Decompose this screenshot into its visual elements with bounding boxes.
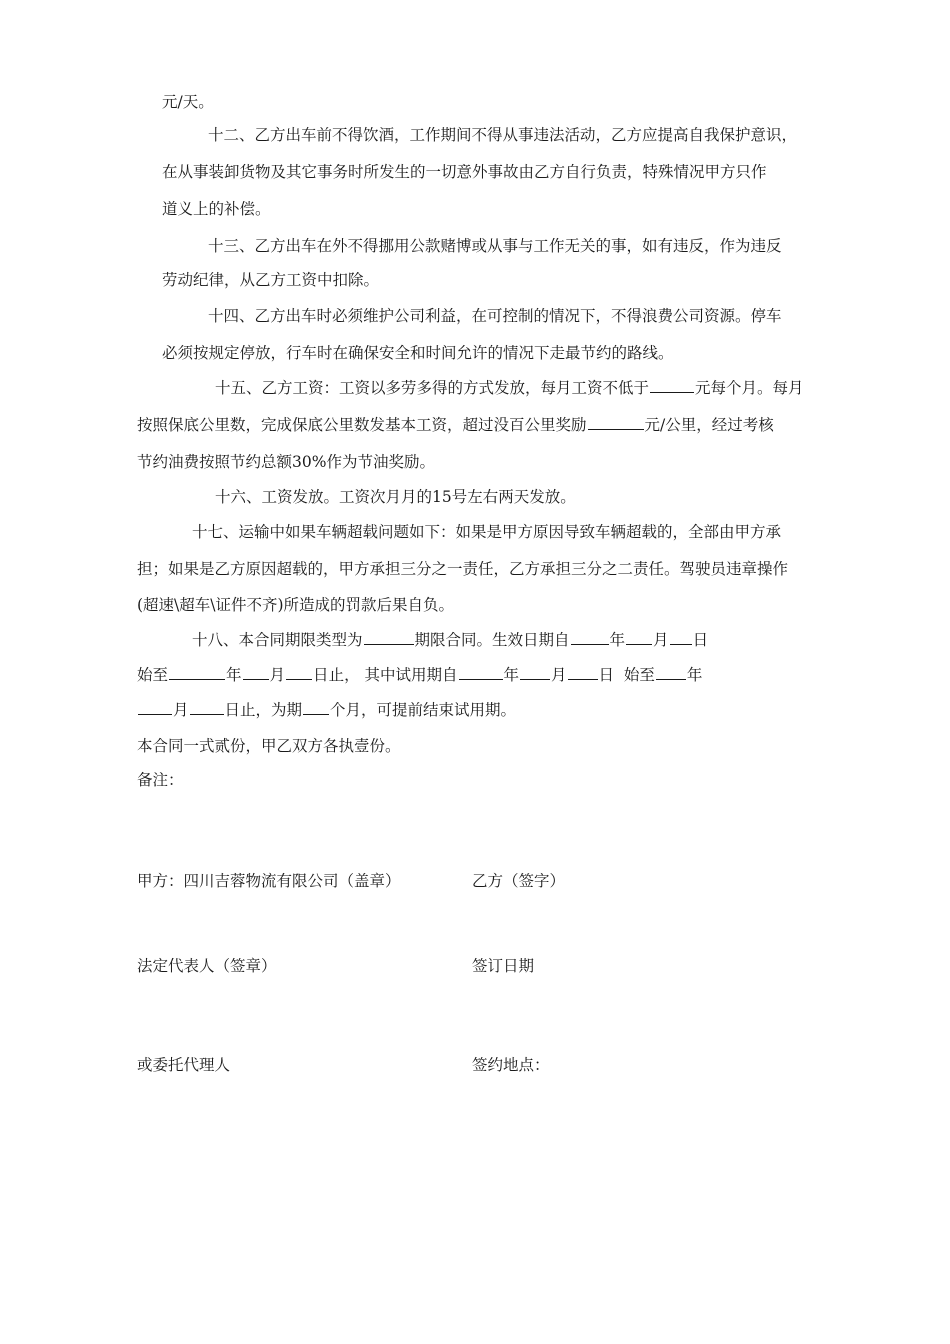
day-label: 日 (598, 666, 615, 684)
clause-18-line-2-text-b: 止， 其中试用期自 (328, 666, 458, 684)
day-label: 日 (313, 666, 329, 684)
trial-end-day-blank[interactable] (190, 700, 224, 715)
clause-15-line-3: 节约油费按照节约总额30%作为节油奖励。 (137, 453, 435, 471)
clause-15-line-1 (215, 378, 804, 398)
end-day-blank[interactable] (286, 665, 312, 680)
clause-17-line-1: 十七、运输中如果车辆超载问题如下：如果是甲方原因导致车辆超载的，全部由甲方承 (192, 523, 782, 541)
effective-month-blank[interactable] (626, 630, 652, 645)
end-month-blank[interactable] (243, 665, 269, 680)
effective-day-blank[interactable] (670, 630, 692, 645)
trial-start-year-blank[interactable] (459, 665, 503, 680)
contract-type-blank[interactable] (364, 630, 414, 645)
trial-months-blank[interactable] (303, 700, 329, 715)
clause-12-line-1: 十二、乙方出车前不得饮酒，工作期间不得从事违法活动，乙方应提高自我保护意识， (208, 126, 798, 144)
clause-18-line-1-text-a: 十八、本合同期限类型为 (192, 631, 363, 649)
clause-17-line-2: 担；如果是乙方原因超载的，甲方承担三分之一责任，乙方承担三分之二责任。驾驶员违章操作 (137, 560, 789, 578)
clause-13-line-1: 十三、乙方出车在外不得挪用公款赌博或从事与工作无关的事，如有违反，作为违反 (208, 237, 782, 255)
day-label: 日 (224, 701, 241, 719)
end-year-blank[interactable] (169, 665, 225, 680)
effective-year-blank[interactable] (571, 630, 609, 645)
remarks-label: 备注： (137, 771, 184, 789)
clause-18-line-2-text-a: 始至 (137, 666, 169, 684)
month-label: 月 (653, 631, 669, 649)
clause-13-line-2: 劳动纪律，从乙方工资中扣除。 (162, 271, 380, 289)
trial-end-year-blank[interactable] (656, 665, 686, 680)
clause-12-line-3: 道义上的补偿。 (162, 200, 271, 218)
clause-14-line-2: 必须按规定停放，行车时在确保安全和时间允许的情况下走最节约的路线。 (162, 344, 674, 362)
trial-start-month-blank[interactable] (520, 665, 550, 680)
min-wage-blank[interactable] (650, 378, 694, 393)
clause-18-line-2-text-c: 始至 (623, 666, 655, 684)
clause-15-line-1-text-b: 元每个月。每月 (695, 379, 804, 397)
trial-end-month-blank[interactable] (138, 700, 172, 715)
clause-18-line-3-text-b: 止，为期 (240, 701, 303, 719)
party-b-label: 乙方（签字） (472, 872, 566, 890)
sign-place-label: 签约地点： (472, 1056, 550, 1074)
year-label: 年 (226, 666, 242, 684)
clause-15-line-2-text-b: 元/公里，经过考核 (644, 416, 774, 434)
bonus-per-km-blank[interactable] (588, 415, 644, 430)
month-label: 月 (269, 666, 286, 684)
party-a-label: 甲方：四川吉蓉物流有限公司（盖章） (137, 872, 401, 890)
year-label: 年 (686, 666, 703, 684)
clause-18-line-1-text-b: 期限合同。生效日期自 (414, 631, 570, 649)
clause-15-line-2 (137, 415, 774, 435)
clause-14-line-1: 十四、乙方出车时必须维护公司利益，在可控制的情况下，不得浪费公司资源。停车 (208, 307, 782, 325)
clause-18-line-3-text-c: 个月，可提前结束试用期。 (330, 701, 517, 719)
agent-label: 或委托代理人 (137, 1056, 231, 1074)
clause-12-line-2: 在从事装卸货物及其它事务时所发生的一切意外事故由乙方自行负责，特殊情况甲方只作 (162, 163, 767, 181)
p-day-rate-end: 元/天。 (162, 93, 214, 111)
clause-18-line-2 (137, 665, 702, 685)
day-label: 日 (692, 631, 709, 649)
clause-18-line-1 (192, 630, 708, 650)
year-label: 年 (503, 666, 520, 684)
month-label: 月 (173, 701, 189, 719)
copies-statement: 本合同一式贰份，甲乙双方各执壹份。 (137, 737, 401, 755)
clause-15-line-1-text-a: 十五、乙方工资：工资以多劳多得的方式发放，每月工资不低于 (215, 379, 650, 397)
clause-18-line-3 (137, 700, 516, 720)
clause-16: 十六、工资发放。工资次月月的15号左右两天发放。 (215, 488, 576, 506)
month-label: 月 (551, 666, 567, 684)
trial-start-day-blank[interactable] (568, 665, 598, 680)
year-label: 年 (609, 631, 626, 649)
legal-rep-label: 法定代表人（签章） (137, 957, 277, 975)
sign-date-label: 签订日期 (472, 957, 535, 975)
clause-17-line-3: (超速\超车\证件不齐)所造成的罚款后果自负。 (137, 596, 455, 614)
clause-15-line-2-text-a: 按照保底公里数，完成保底公里数发基本工资，超过没百公里奖励 (137, 416, 587, 434)
